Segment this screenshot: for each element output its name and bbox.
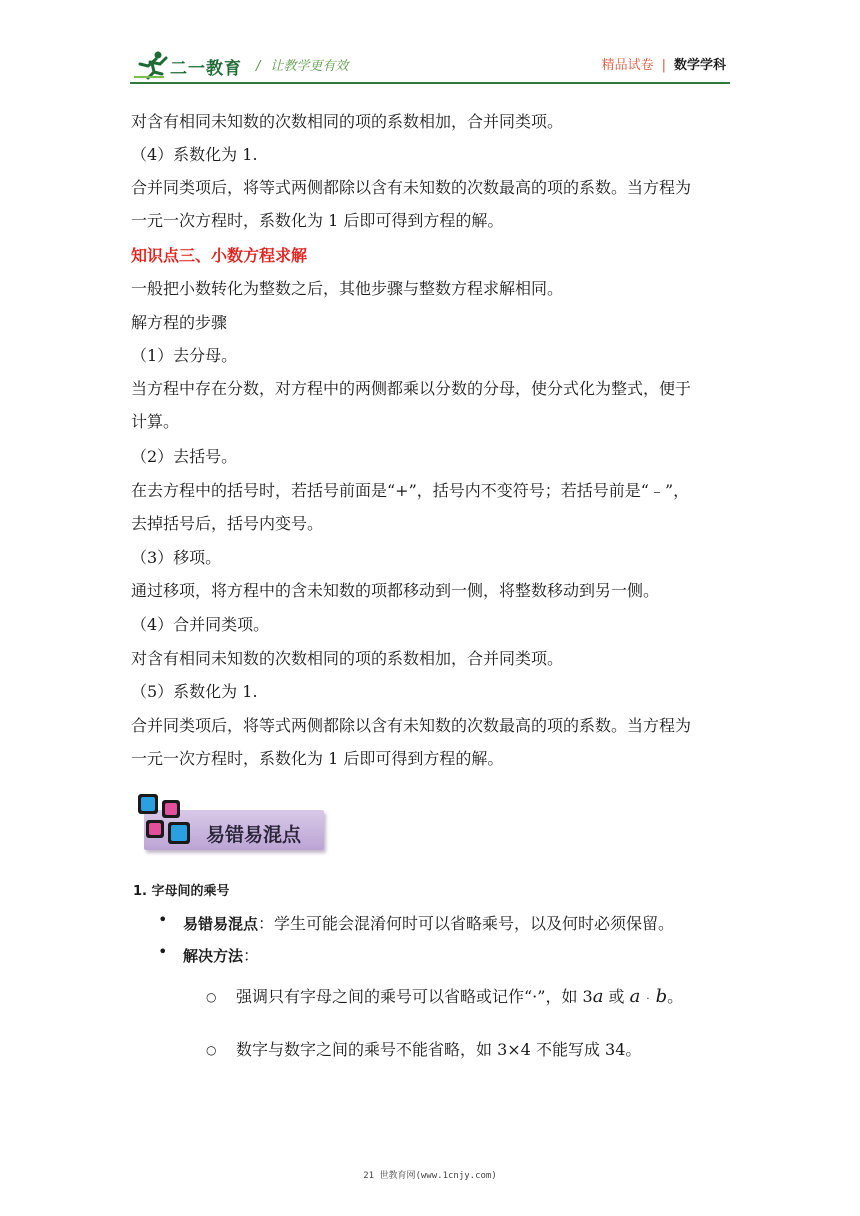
text-line: 合并同类项后，将等式两侧都除以含有未知数的次数最高的项的系数。当方程为: [131, 716, 692, 735]
banner-title: 易错易混点: [206, 824, 302, 846]
circle-bullet: ○: [206, 1043, 217, 1057]
header-divider: [130, 82, 730, 84]
text-line: 一般把小数转化为整数之后，其他步骤与整数方程求解相同。: [131, 279, 564, 298]
slogan: / 让教学更有效: [256, 59, 349, 74]
text-line: 一元一次方程时，系数化为 1 后即可得到方程的解。: [131, 749, 504, 768]
bullet-dot: •: [158, 942, 168, 961]
bullet-item: 解决方法：: [183, 946, 260, 965]
section-banner: [134, 790, 324, 856]
paper-label: 精品试卷: [601, 58, 654, 73]
text-line: （4）系数化为 1.: [131, 145, 258, 164]
subject-label: 数学学科: [673, 58, 726, 73]
text-line: 在去方程中的括号时，若括号前面是“+”，括号内不变符号；若括号前是“﹣”，: [131, 481, 690, 500]
logo: [134, 48, 254, 80]
text-line: （2）去括号。: [131, 447, 238, 466]
runner-logo-icon: [134, 50, 170, 80]
sub-bullet-item: 数字与数字之间的乘号不能省略，如 3×4 不能写成 34。: [236, 1040, 642, 1059]
text-line: 通过移项，将方程中的含未知数的项都移动到一侧，将整数移动到另一侧。: [131, 581, 660, 600]
text-line: （5）系数化为 1.: [131, 682, 258, 701]
text-line: 合并同类项后，将等式两侧都除以含有未知数的次数最高的项的系数。当方程为: [131, 178, 692, 197]
page-footer: 21 世教育网(www.1cnjy.com): [363, 1171, 497, 1181]
bullet-item: 易错易混点：学生可能会混淆何时可以省略乘号，以及何时必须保留。: [183, 914, 675, 933]
text-line: （3）移项。: [131, 548, 222, 567]
text-line: （4）合并同类项。: [131, 615, 270, 634]
sub-bullet-item: 强调只有字母之间的乘号可以省略或记作“·”，如 3a 或 a · b。: [236, 986, 684, 1007]
section-heading: 知识点三、小数方程求解: [131, 246, 308, 265]
text-line: （1）去分母。: [131, 346, 238, 365]
text-line: 对含有相同未知数的次数相同的项的系数相加，合并同类项。: [131, 112, 564, 131]
page-header: [130, 44, 730, 84]
text-line: 去掉括号后，括号内变号。: [131, 514, 324, 533]
text-line: 对含有相同未知数的次数相同的项的系数相加，合并同类项。: [131, 649, 564, 668]
bullet-dot: •: [158, 910, 168, 929]
slogan-text: 让教学更有效: [270, 59, 349, 74]
header-right: 精品试卷 | 数学学科: [601, 58, 726, 73]
text-line: 当方程中存在分数，对方程中的两侧都乘以分数的分母，使分式化为整式，便于: [131, 379, 692, 398]
text-line: 解方程的步骤: [131, 313, 228, 332]
circle-bullet: ○: [206, 990, 217, 1004]
blocks-icon: [134, 790, 194, 852]
text-line: 计算。: [131, 412, 180, 431]
text-line: 一元一次方程时，系数化为 1 后即可得到方程的解。: [131, 211, 504, 230]
logo-text: 二一教育: [170, 59, 242, 79]
subsection-title: 1. 字母间的乘号: [133, 884, 230, 899]
